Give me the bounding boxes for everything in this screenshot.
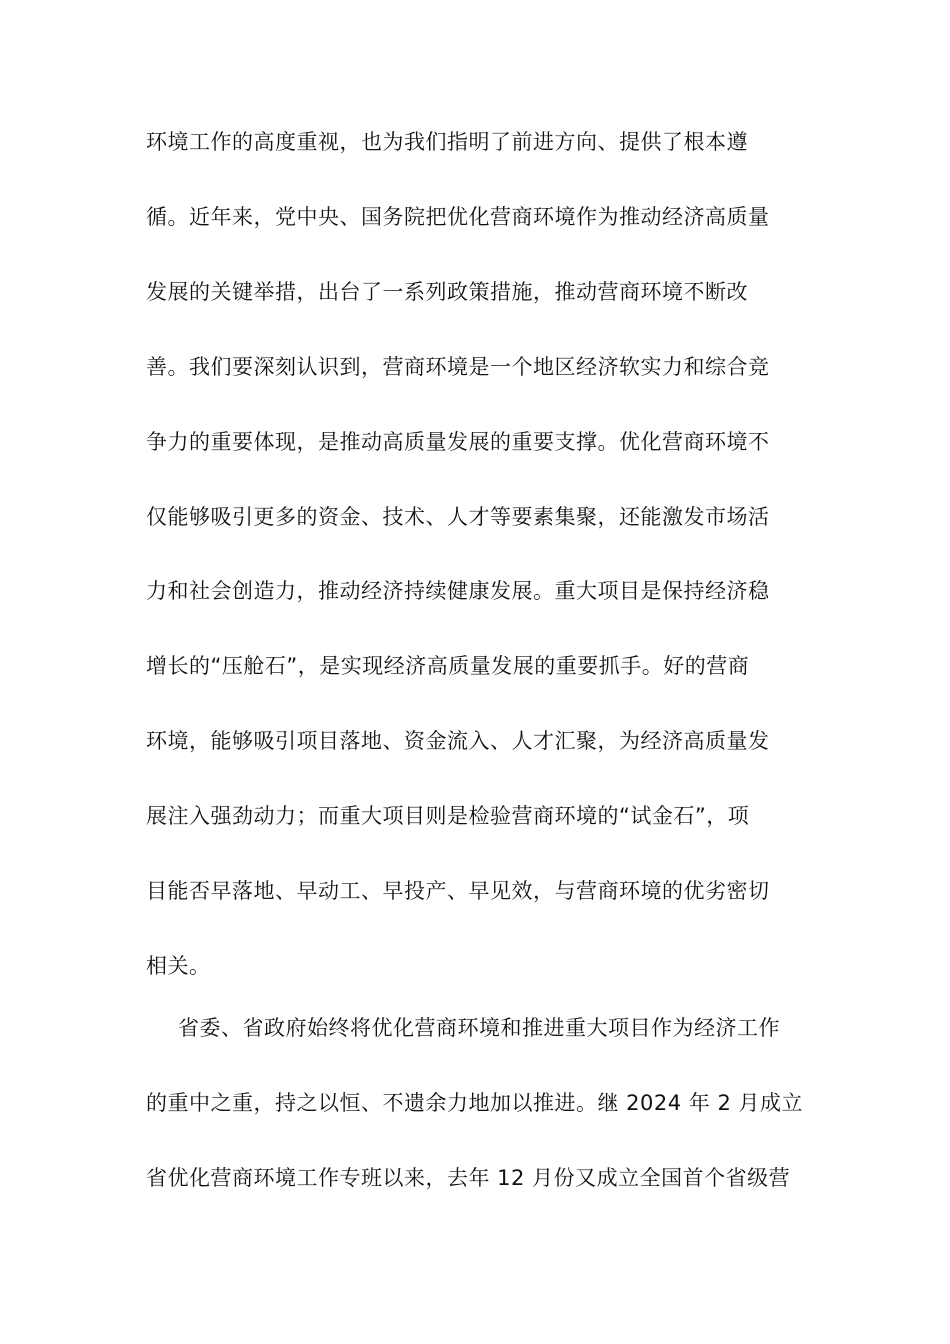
paragraph-1-line-12: 相关。 (146, 954, 211, 978)
paragraph-1-line-8: 增长的“压舱石”，是实现经济高质量发展的重要抓手。好的营商 (146, 654, 750, 678)
paragraph-1-line-9: 环境，能够吸引项目落地、资金流入、人才汇聚，为经济高质量发 (146, 729, 770, 753)
paragraph-2-line-1: 省委、省政府始终将优化营商环境和推进重大项目作为经济工作 (178, 1016, 780, 1040)
paragraph-1-line-6: 仅能够吸引更多的资金、技术、人才等要素集聚，还能激发市场活 (146, 505, 770, 529)
paragraph-1-line-1: 环境工作的高度重视，也为我们指明了前进方向、提供了根本遵 (146, 130, 748, 154)
paragraph-1-line-3: 发展的关键举措，出台了一系列政策措施，推动营商环境不断改 (146, 280, 748, 304)
paragraph-1-line-4: 善。我们要深刻认识到，营商环境是一个地区经济软实力和综合竞 (146, 355, 770, 379)
paragraph-1-line-5: 争力的重要体现，是推动高质量发展的重要支撑。优化营商环境不 (146, 430, 770, 454)
paragraph-1-line-10: 展注入强劲动力；而重大项目则是检验营商环境的“试金石”，项 (146, 804, 750, 828)
paragraph-1-line-7: 力和社会创造力，推动经济持续健康发展。重大项目是保持经济稳 (146, 579, 770, 603)
paragraph-1-line-2: 循。近年来，党中央、国务院把优化营商环境作为推动经济高质量 (146, 205, 770, 229)
paragraph-2-line-2: 的重中之重，持之以恒、不遗余力地加以推进。继 2024 年 2 月成立 (146, 1091, 804, 1115)
paragraph-2-line-3: 省优化营商环境工作专班以来，去年 12 月份又成立全国首个省级营 (146, 1166, 791, 1190)
paragraph-1-line-11: 目能否早落地、早动工、早投产、早见效，与营商环境的优劣密切 (146, 879, 770, 903)
